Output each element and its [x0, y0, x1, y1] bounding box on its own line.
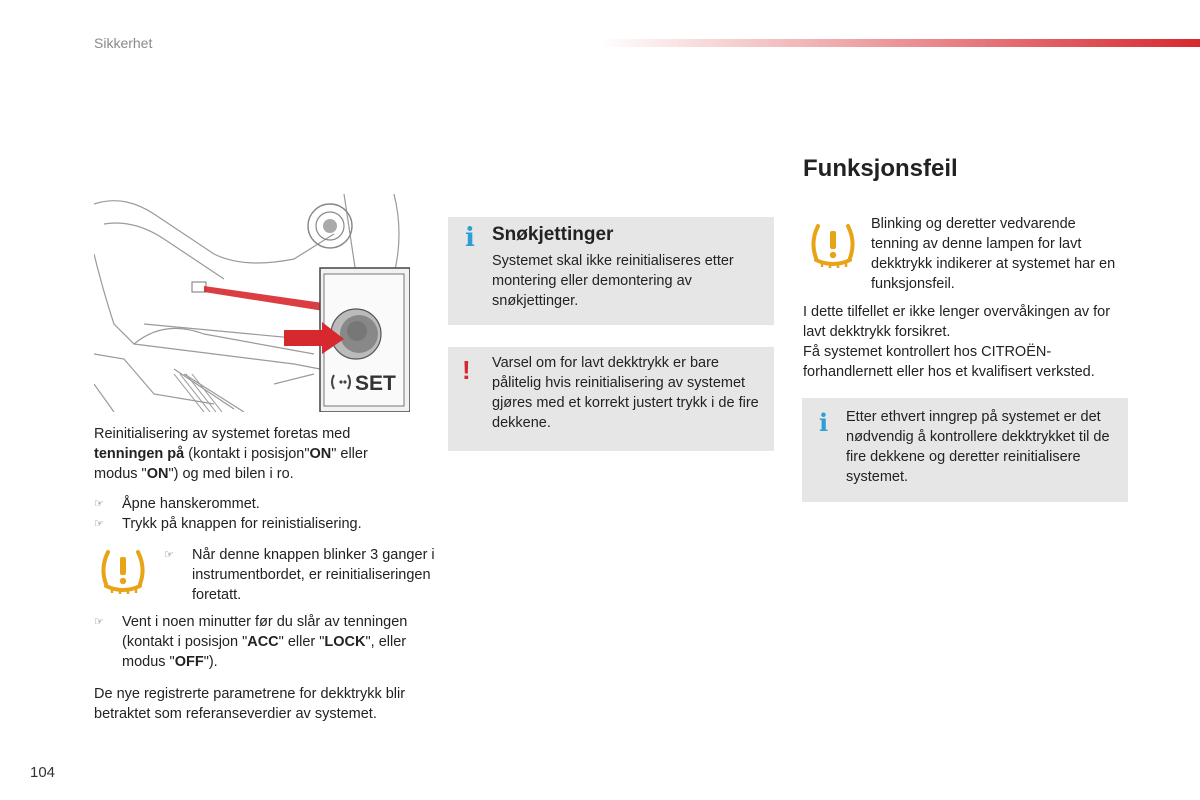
left-column-lower — [94, 612, 414, 724]
header-accent-bar — [600, 39, 1200, 47]
after-service-info-box — [802, 398, 1128, 502]
section-header: Sikkerhet — [94, 35, 153, 51]
info-icon: i — [819, 408, 829, 437]
glovebox-illustration — [94, 194, 410, 412]
low-tyre-pressure-lamp-icon — [98, 548, 148, 594]
set-button-label: SET — [355, 372, 396, 395]
malfunction-title: Funksjonsfeil — [803, 155, 958, 182]
glovebox-drawing — [94, 194, 410, 412]
snow-chains-info-box — [448, 217, 774, 325]
pressure-warning-text: Varsel om for lavt dekktrykk er bare pålitelig hvis reinitialisering av systemet gjøres med et korrekt justert trykk i de fire dekkene. — [492, 355, 759, 431]
left-column — [94, 424, 414, 534]
low-tyre-pressure-lamp-icon — [808, 222, 858, 268]
step-press-button: ☞ Trykk på knappen for reinistialisering. — [94, 514, 414, 534]
intro-paragraph: Reinitialisering av systemet foretas med tenningen på (kontakt i posisjon"ON" eller modus "ON") og med bilen i ro. — [94, 426, 368, 482]
snow-chains-title: Snøkjettinger — [492, 224, 614, 245]
closing-paragraph: De nye registrerte parametrene for dekktrykk blir betraktet som referanseverdier av systemet. — [94, 686, 406, 722]
lamp-description: Blinking og deretter vedvarende tenning av denne lampen for lavt dekktrykk indikerer at systemet har en funksjonsfeil. — [871, 216, 1116, 292]
info-icon: i — [465, 223, 475, 253]
blink-note: ☞ Når denne knappen blinker 3 ganger i instrumentbordet, er reinitialiseringen foretatt. — [164, 545, 442, 605]
step-wait: ☞ Vent i noen minutter før du slår av tenningen (kontakt i posisjon "ACC" eller "LOCK", eller modus "OFF"). — [94, 612, 414, 672]
malfunction-paragraphs — [803, 302, 1128, 382]
malfunction-para-2: Få systemet kontrollert hos CITROËN-forhandlernett eller hos et kvalifisert verksted. — [803, 344, 1095, 380]
snow-chains-text: Systemet skal ikke reinitialiseres etter montering eller demontering av snøkjettinger. — [492, 253, 734, 309]
warning-exclamation-icon: ! — [462, 355, 471, 385]
pressure-warning-box — [448, 347, 774, 451]
step-open-glovebox: ☞ Åpne hanskerommet. — [94, 494, 414, 514]
page-number: 104 — [30, 764, 56, 781]
malfunction-para-1: I dette tilfellet er ikke lenger overvåkingen av for lavt dekktrykk forsikret. — [803, 304, 1111, 340]
after-service-text: Etter ethvert inngrep på systemet er det nødvendig å kontrollere dekktrykket til de fire dekkene og deretter reinitialisere systemet. — [846, 409, 1110, 485]
